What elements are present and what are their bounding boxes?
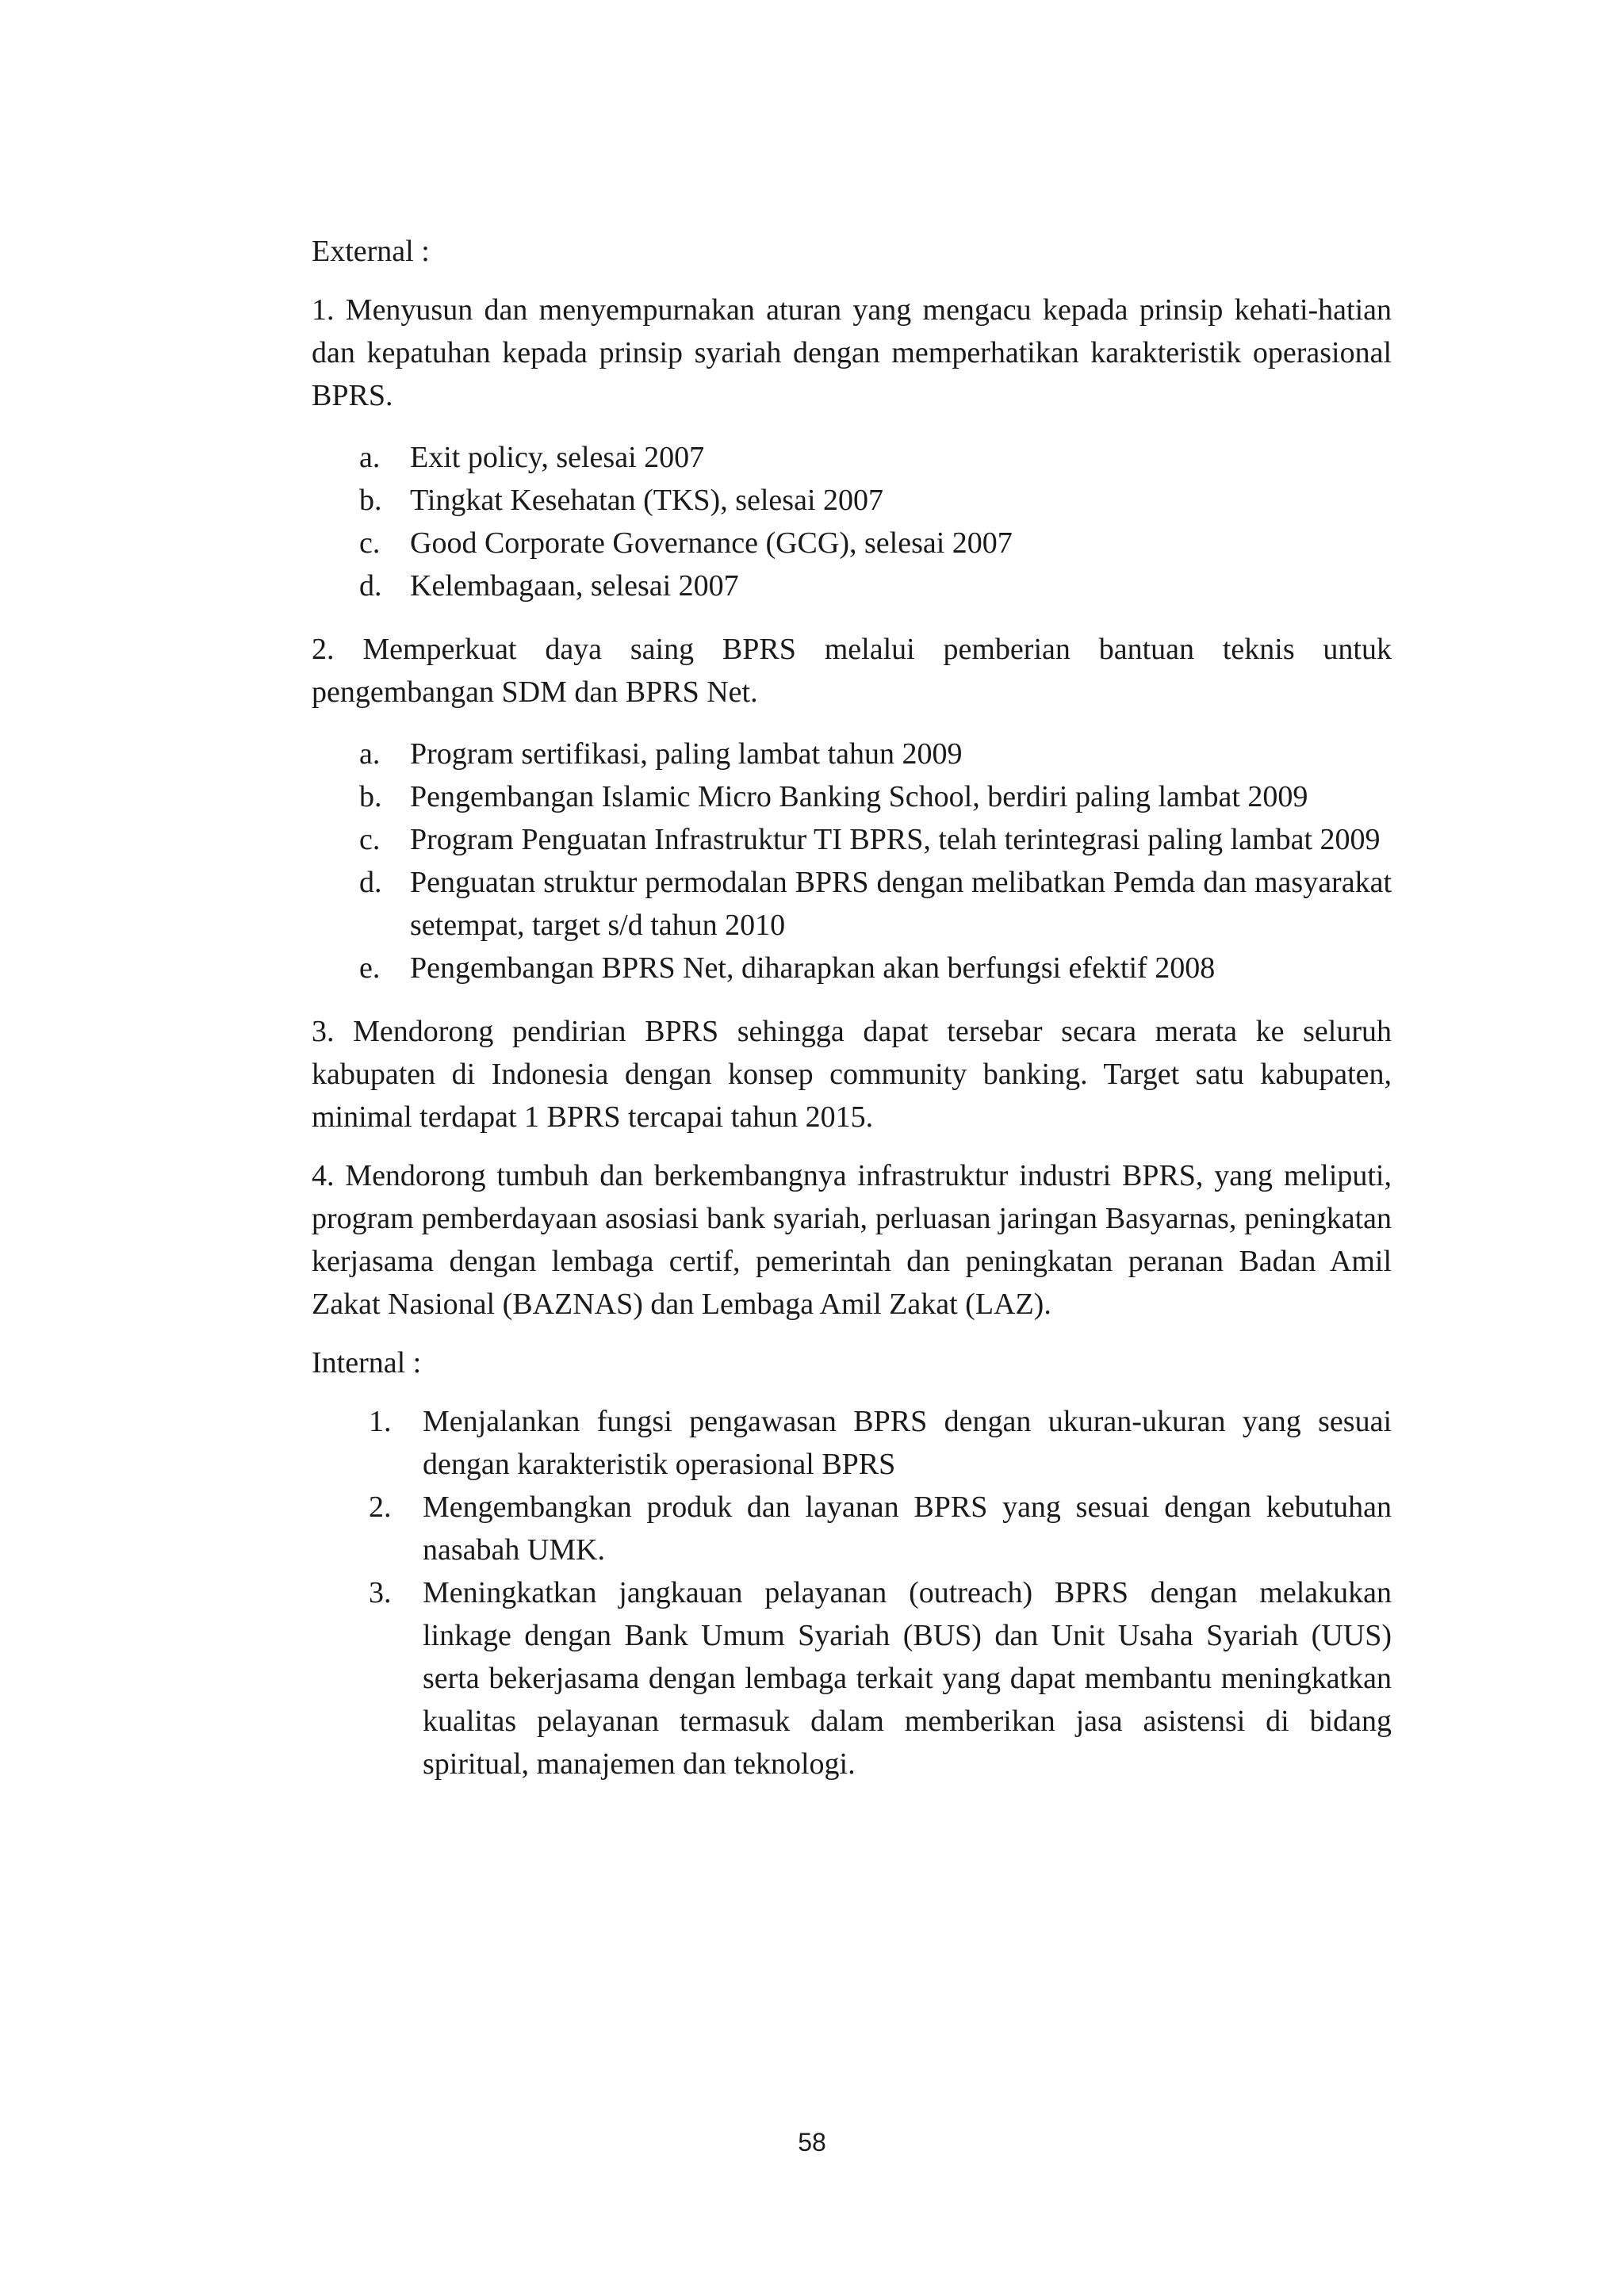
external-item-4: 4. Mendorong tumbuh dan berkembangnya infrastruktur industri BPRS, yang meliputi, program pemberdayaan asosiasi bank syariah, perluasan jaringan Basyarnas, peningkatan kerjasama dengan lembaga certif, pemerintah dan peningkatan peranan Badan Amil Zakat Nasional (BAZNAS) dan Lembaga Amil Zakat (LAZ). (312, 1159, 1392, 1321)
list-item (312, 479, 1392, 522)
external-item-3: 3. Mendorong pendirian BPRS sehingga dapat tersebar secara merata ke seluruh kabupaten di Indonesia dengan konsep community banking. Target satu kabupaten, minimal terdapat 1 BPRS tercapai tahun 2015. (312, 1015, 1392, 1134)
list-item-text: Meningkatkan jangkauan pelayanan (outreach) BPRS dengan melakukan linkage dengan Bank Umum Syariah (BUS) dan Unit Usaha Syariah (UUS) serta bekerjasama dengan lembaga terkait yang dapat membantu meningkatkan kualitas pelayanan termasuk dalam memberikan jasa asistensi di bidang spiritual, manajemen dan teknologi. (423, 1576, 1392, 1781)
list-marker: d. (359, 866, 382, 899)
list-item-text: Program Penguatan Infrastruktur TI BPRS, telah terintegrasi paling lambat 2009 (410, 823, 1381, 856)
list-marker: b. (359, 780, 382, 813)
list-item (312, 1486, 1392, 1571)
list-item-text: Pengembangan BPRS Net, diharapkan akan berfungsi efektif 2008 (410, 951, 1216, 985)
list-marker: d. (359, 569, 382, 603)
list-item (312, 818, 1392, 861)
list-item (312, 775, 1392, 818)
list-marker: c. (359, 823, 381, 856)
external-item-2-sublist (312, 733, 1392, 989)
list-marker: 3. (369, 1576, 392, 1609)
list-item (312, 733, 1392, 775)
list-item-text: Pengembangan Islamic Micro Banking School, berdiri paling lambat 2009 (410, 780, 1308, 813)
external-item-2: 2. Memperkuat daya saing BPRS melalui pemberian bantuan teknis untuk pengembangan SDM dan BPRS Net. (312, 633, 1392, 709)
list-item (312, 947, 1392, 989)
list-item (312, 522, 1392, 564)
list-item (312, 564, 1392, 607)
list-item (312, 861, 1392, 947)
list-item (312, 1400, 1392, 1486)
list-item-text: Penguatan struktur permodalan BPRS dengan melibatkan Pemda dan masyarakat setempat, target s/d tahun 2010 (410, 866, 1392, 942)
page-number: 58 (798, 2128, 826, 2156)
external-item-1-sublist (312, 436, 1392, 607)
list-item-text: Program sertifikasi, paling lambat tahun 2009 (410, 737, 963, 771)
list-marker: a. (359, 737, 381, 771)
list-marker: c. (359, 526, 381, 560)
list-item-text: Mengembangkan produk dan layanan BPRS yang sesuai dengan kebutuhan nasabah UMK. (423, 1490, 1392, 1567)
list-item-text: Exit policy, selesai 2007 (410, 441, 705, 474)
list-item-text: Menjalankan fungsi pengawasan BPRS dengan ukuran-ukuran yang sesuai dengan karakteristik operasional BPRS (423, 1405, 1392, 1481)
list-marker: 1. (369, 1405, 392, 1438)
list-marker: a. (359, 441, 381, 474)
list-item-text: Good Corporate Governance (GCG), selesai 2007 (410, 526, 1013, 560)
list-item (312, 436, 1392, 479)
internal-list (312, 1400, 1392, 1785)
list-marker: b. (359, 484, 382, 517)
external-heading: External : (312, 235, 430, 268)
list-item-text: Tingkat Kesehatan (TKS), selesai 2007 (410, 484, 883, 517)
external-item-1: 1. Menyusun dan menyempurnakan aturan yang mengacu kepada prinsip kehati-hatian dan kepatuhan kepada prinsip syariah dengan memperhatikan karakteristik operasional BPRS. (312, 293, 1392, 412)
list-marker: 2. (369, 1490, 392, 1524)
document-body (312, 230, 1392, 1785)
list-item (312, 1571, 1392, 1785)
list-item-text: Kelembagaan, selesai 2007 (410, 569, 739, 603)
internal-heading: Internal : (312, 1346, 422, 1380)
list-marker: e. (359, 951, 381, 985)
